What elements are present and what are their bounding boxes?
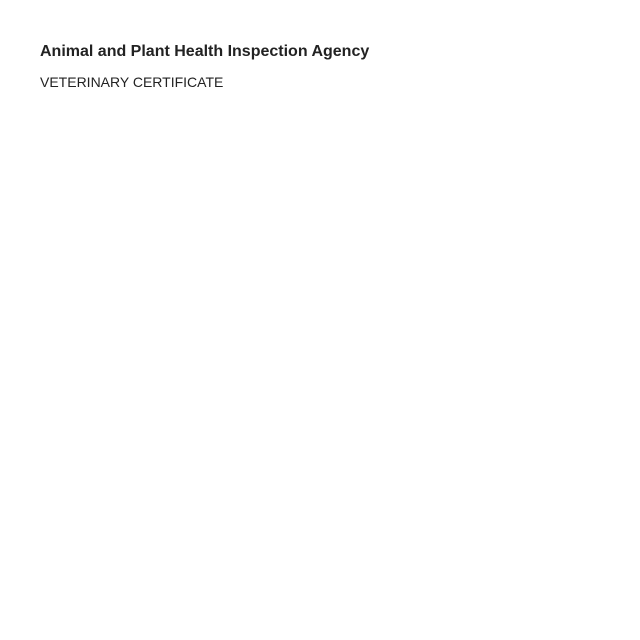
notice bbox=[40, 40, 600, 93]
page-title: Animal and Plant Health Inspection Agency bbox=[40, 43, 370, 60]
certificate-title: VETERINARY CERTIFICATE bbox=[40, 74, 224, 90]
